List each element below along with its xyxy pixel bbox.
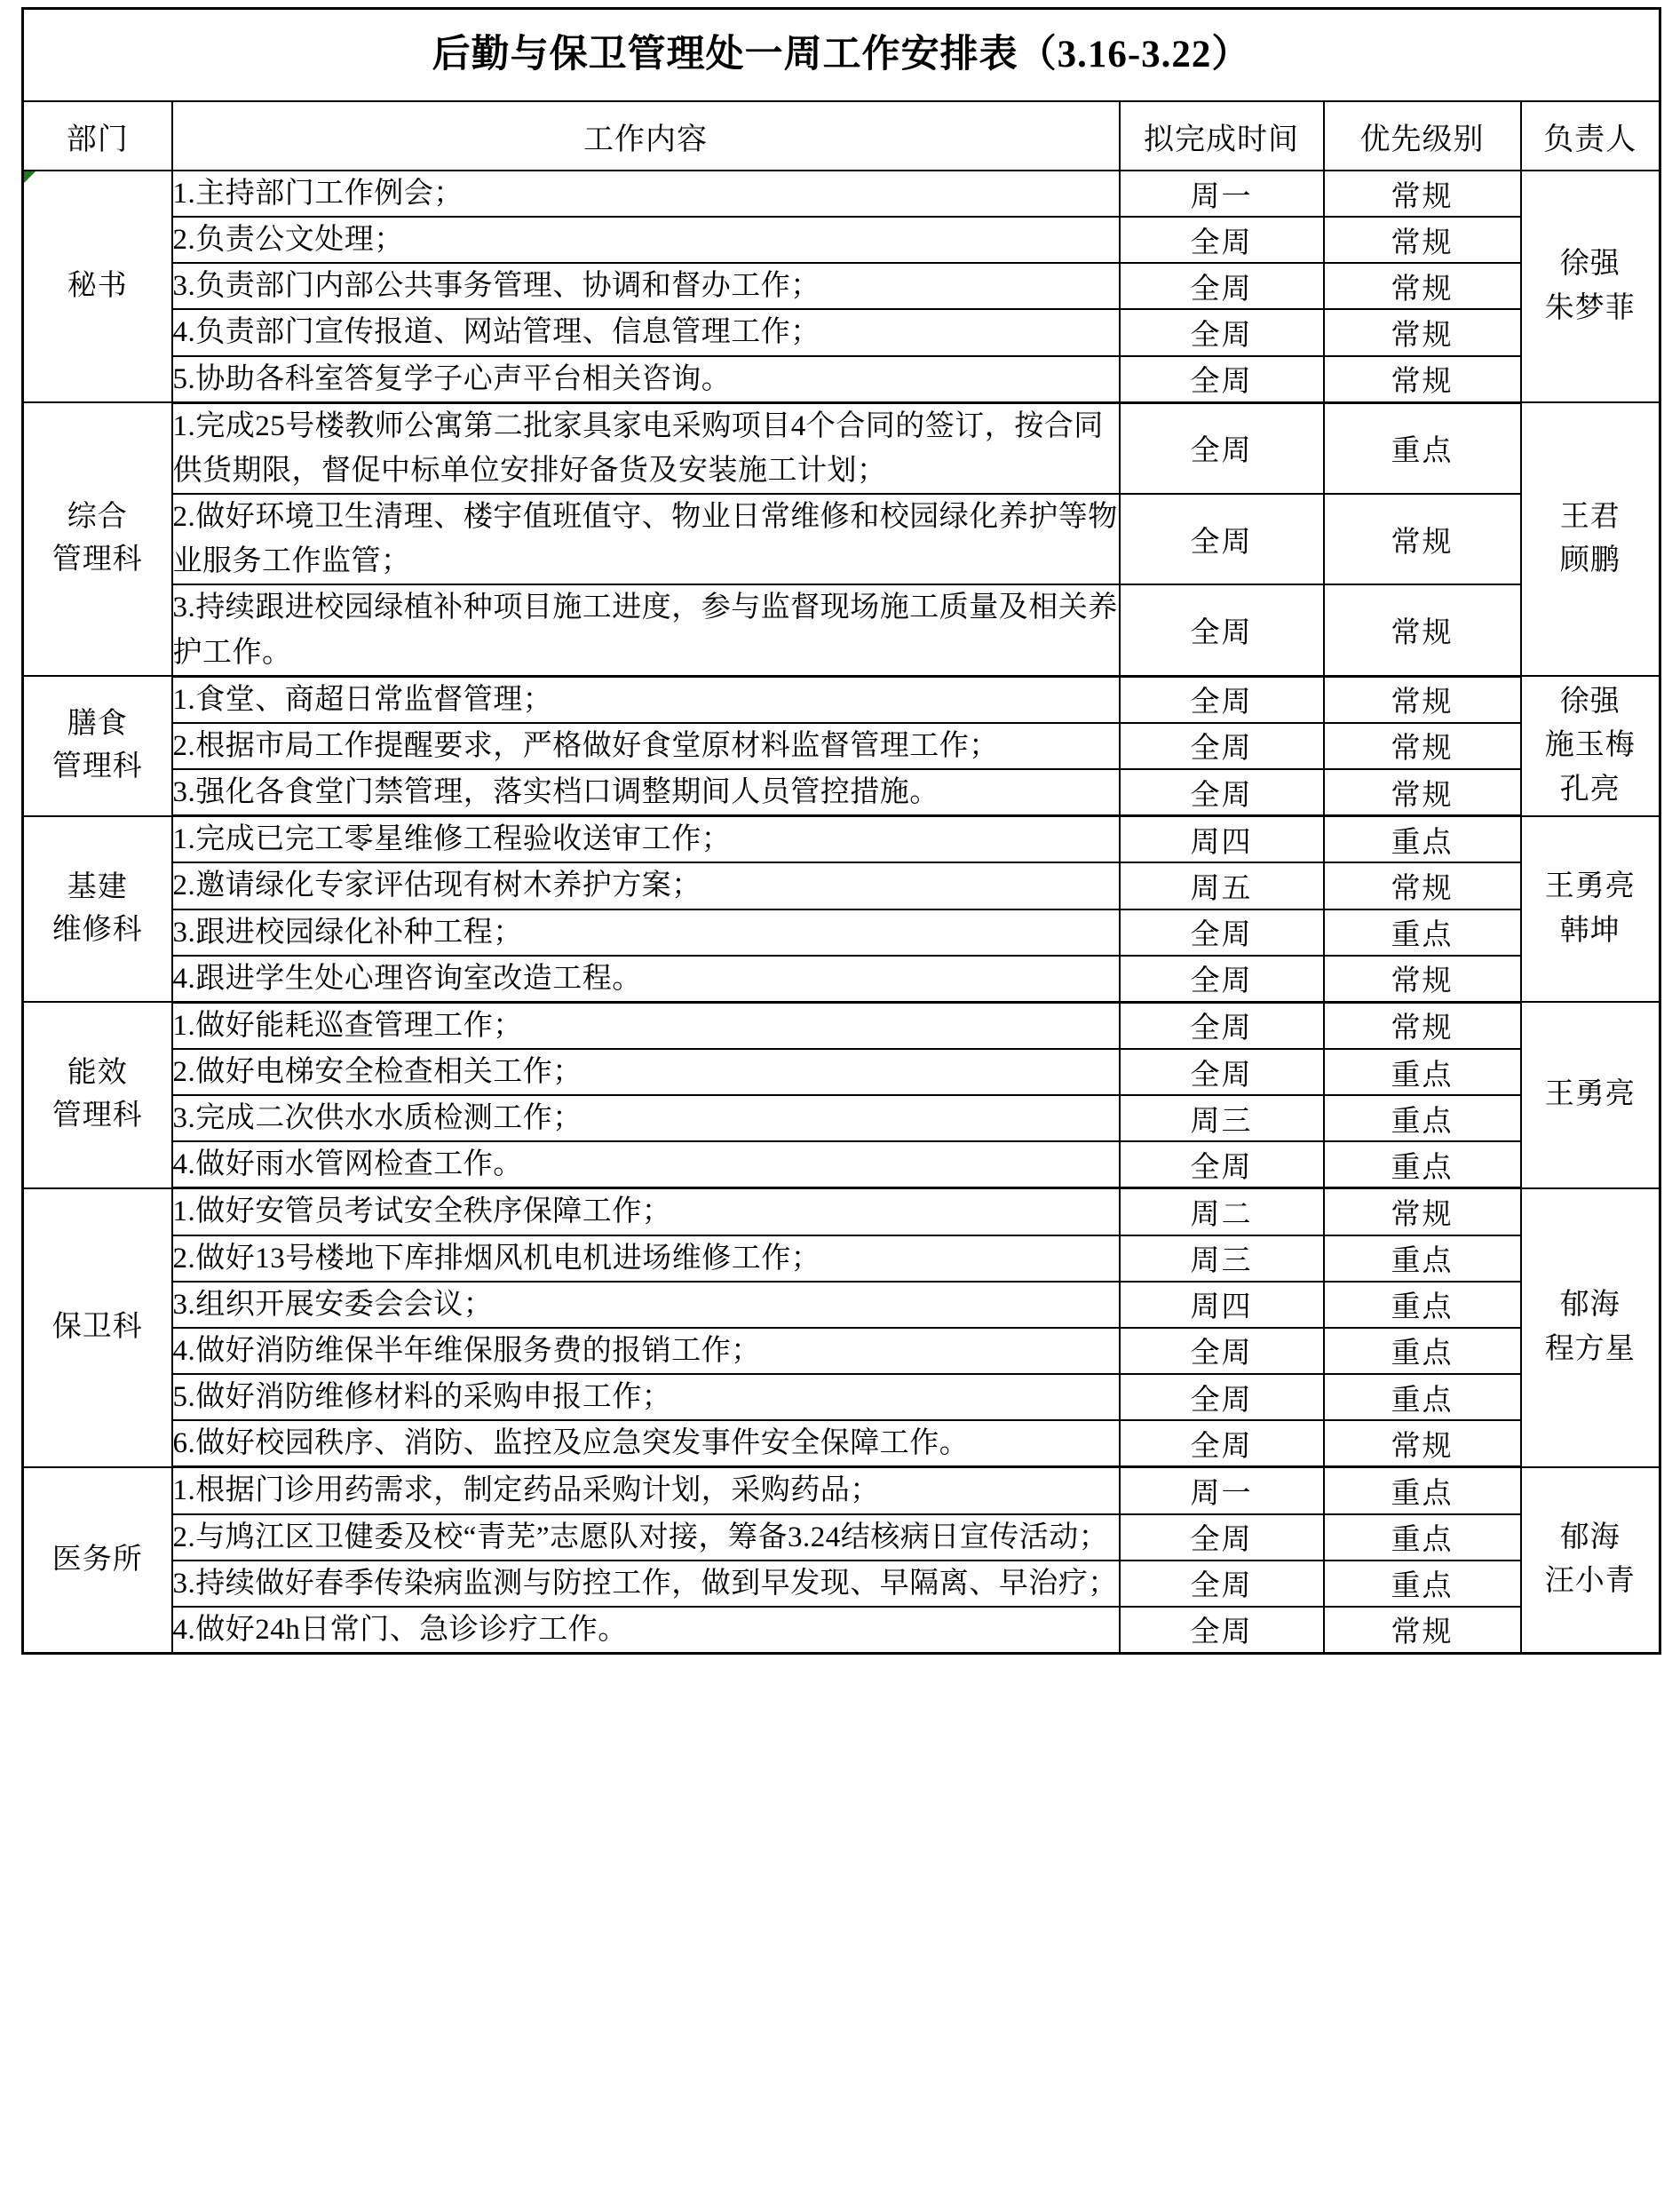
department-label-line: 保卫科 (52, 1310, 143, 1343)
task-content-cell: 1.做好能耗巡查管理工作； (172, 1002, 1120, 1049)
owner-name-line: 郁海 (1559, 1521, 1621, 1553)
task-content-cell: 3.跟进校园绿化补种工程； (172, 909, 1120, 956)
table-row (23, 263, 1660, 309)
priority-cell: 常规 (1324, 723, 1521, 769)
due-time-cell: 全周 (1120, 584, 1324, 676)
due-time-cell: 全周 (1120, 217, 1324, 263)
department-label-line: 管理科 (52, 750, 143, 782)
table-row (23, 1561, 1660, 1607)
owner-cell (1521, 1467, 1660, 1654)
due-time-cell: 全周 (1120, 1561, 1324, 1607)
priority-cell: 常规 (1324, 171, 1521, 217)
column-header-owner: 负责人 (1521, 101, 1660, 171)
due-time-cell: 全周 (1120, 263, 1324, 309)
task-content-cell: 2.做好环境卫生清理、楼宇值班值守、物业日常维修和校园绿化养护等物业服务工作监管； (172, 494, 1120, 584)
table-row (23, 1328, 1660, 1374)
table-row (23, 1235, 1660, 1282)
priority-cell: 重点 (1324, 1561, 1521, 1607)
owner-name-line: 徐强 (1559, 685, 1621, 718)
department-label-line: 秘书 (67, 269, 128, 302)
priority-cell: 重点 (1324, 909, 1521, 956)
priority-cell: 常规 (1324, 1188, 1521, 1235)
priority-cell: 重点 (1324, 1095, 1521, 1141)
department-cell (23, 1188, 172, 1467)
column-header-due-time: 拟完成时间 (1120, 101, 1324, 171)
owner-name-line: 韩坤 (1559, 914, 1621, 947)
task-content-cell: 1.完成25号楼教师公寓第二批家具家电采购项目4个合同的签订，按合同供货期限，督促中标单位安排好备货及安装施工计划； (172, 402, 1120, 494)
priority-cell: 常规 (1324, 956, 1521, 1003)
table-body (23, 9, 1660, 1654)
table-row (23, 1374, 1660, 1420)
column-header-priority: 优先级别 (1324, 101, 1521, 171)
header-row (23, 101, 1660, 171)
table-row (23, 816, 1660, 863)
due-time-cell: 周一 (1120, 171, 1324, 217)
priority-cell: 重点 (1324, 1235, 1521, 1282)
owner-name-line: 顾鹏 (1559, 544, 1621, 577)
due-time-cell: 全周 (1120, 494, 1324, 584)
table-row (23, 1607, 1660, 1654)
department-cell (23, 171, 172, 402)
task-content-cell: 4.做好24h日常门、急诊诊疗工作。 (172, 1607, 1120, 1654)
owner-name-line: 王君 (1559, 500, 1621, 533)
task-content-cell: 4.做好雨水管网检查工作。 (172, 1141, 1120, 1188)
owner-name-line: 孔亮 (1559, 773, 1621, 806)
owner-cell (1521, 816, 1660, 1003)
department-label-line: 膳食 (67, 708, 128, 741)
task-content-cell: 1.完成已完工零星维修工程验收送审工作； (172, 816, 1120, 863)
department-cell (23, 676, 172, 815)
due-time-cell: 全周 (1120, 723, 1324, 769)
task-content-cell: 1.主持部门工作例会； (172, 171, 1120, 217)
page-title: 后勤与保卫管理处一周工作安排表（3.16-3.22） (432, 34, 1251, 76)
task-content-cell: 2.邀请绿化专家评估现有树木养护方案； (172, 862, 1120, 909)
task-content-cell: 3.完成二次供水水质检测工作； (172, 1095, 1120, 1141)
owner-name-line: 汪小青 (1544, 1565, 1636, 1598)
table-row (23, 402, 1660, 494)
priority-cell: 重点 (1324, 1049, 1521, 1095)
priority-cell: 常规 (1324, 1607, 1521, 1654)
department-cell (23, 1002, 172, 1188)
priority-cell: 常规 (1324, 1002, 1521, 1049)
owner-name-line: 徐强 (1559, 248, 1621, 281)
due-time-cell: 全周 (1120, 1328, 1324, 1374)
task-content-cell: 3.组织开展安委会会议； (172, 1282, 1120, 1328)
table-row (23, 1188, 1660, 1235)
task-content-cell: 3.负责部门内部公共事务管理、协调和督办工作； (172, 263, 1120, 309)
task-content-cell: 4.跟进学生处心理咨询室改造工程。 (172, 956, 1120, 1003)
task-content-cell: 6.做好校园秩序、消防、监控及应急突发事件安全保障工作。 (172, 1420, 1120, 1467)
priority-cell: 常规 (1324, 769, 1521, 816)
owner-name-line: 王勇亮 (1544, 1078, 1636, 1111)
department-label-line: 医务所 (52, 1543, 143, 1576)
owner-name-line: 郁海 (1559, 1289, 1621, 1322)
table-row (23, 769, 1660, 816)
priority-cell: 常规 (1324, 263, 1521, 309)
due-time-cell: 周四 (1120, 1282, 1324, 1328)
table-row (23, 584, 1660, 676)
table-row (23, 1141, 1660, 1188)
task-content-cell: 4.负责部门宣传报道、网站管理、信息管理工作； (172, 309, 1120, 355)
table-row (23, 676, 1660, 723)
table-row (23, 909, 1660, 956)
priority-cell: 重点 (1324, 1467, 1521, 1514)
owner-cell (1521, 402, 1660, 676)
task-content-cell: 2.负责公文处理； (172, 217, 1120, 263)
priority-cell: 重点 (1324, 1141, 1521, 1188)
owner-name-line: 朱梦菲 (1544, 291, 1636, 324)
priority-cell: 重点 (1324, 1374, 1521, 1420)
due-time-cell: 周一 (1120, 1467, 1324, 1514)
task-content-cell: 3.持续做好春季传染病监测与防控工作，做到早发现、早隔离、早治疗； (172, 1561, 1120, 1607)
task-content-cell: 2.做好13号楼地下库排烟风机电机进场维修工作； (172, 1235, 1120, 1282)
due-time-cell: 全周 (1120, 1607, 1324, 1654)
column-header-content: 工作内容 (172, 101, 1120, 171)
priority-cell: 常规 (1324, 217, 1521, 263)
table-row (23, 1095, 1660, 1141)
due-time-cell: 全周 (1120, 402, 1324, 494)
task-content-cell: 2.与鸠江区卫健委及校“青芜”志愿队对接，筹备3.24结核病日宣传活动； (172, 1514, 1120, 1561)
comment-marker-icon (24, 171, 36, 183)
priority-cell: 常规 (1324, 676, 1521, 723)
department-label-line: 管理科 (52, 1100, 143, 1132)
due-time-cell: 全周 (1120, 1049, 1324, 1095)
department-label-line: 能效 (67, 1057, 128, 1090)
priority-cell: 重点 (1324, 1328, 1521, 1374)
task-content-cell: 2.根据市局工作提醒要求，严格做好食堂原材料监督管理工作； (172, 723, 1120, 769)
department-label-line: 维修科 (52, 913, 143, 946)
table-row (23, 171, 1660, 217)
title-row (23, 9, 1660, 102)
owner-cell (1521, 1188, 1660, 1467)
table-row (23, 309, 1660, 355)
task-content-cell: 5.协助各科室答复学子心声平台相关咨询。 (172, 356, 1120, 403)
due-time-cell: 周三 (1120, 1095, 1324, 1141)
table-row (23, 1514, 1660, 1561)
owner-name-line: 施玉梅 (1544, 729, 1636, 762)
due-time-cell: 全周 (1120, 1002, 1324, 1049)
column-header-department: 部门 (23, 101, 172, 171)
table-row (23, 862, 1660, 909)
priority-cell: 常规 (1324, 356, 1521, 403)
priority-cell: 常规 (1324, 494, 1521, 584)
due-time-cell: 全周 (1120, 1141, 1324, 1188)
due-time-cell: 周四 (1120, 816, 1324, 863)
due-time-cell: 全周 (1120, 956, 1324, 1003)
due-time-cell: 周二 (1120, 1188, 1324, 1235)
weekly-schedule-table (21, 7, 1661, 1655)
table-row (23, 723, 1660, 769)
priority-cell: 常规 (1324, 584, 1521, 676)
due-time-cell: 全周 (1120, 356, 1324, 403)
department-cell (23, 1467, 172, 1654)
priority-cell: 重点 (1324, 1282, 1521, 1328)
task-content-cell: 1.做好安管员考试安全秩序保障工作； (172, 1188, 1120, 1235)
task-content-cell: 1.根据门诊用药需求，制定药品采购计划，采购药品； (172, 1467, 1120, 1514)
table-row (23, 1282, 1660, 1328)
due-time-cell: 周三 (1120, 1235, 1324, 1282)
priority-cell: 重点 (1324, 816, 1521, 863)
due-time-cell: 全周 (1120, 1514, 1324, 1561)
task-content-cell: 3.强化各食堂门禁管理，落实档口调整期间人员管控措施。 (172, 769, 1120, 816)
owner-cell (1521, 1002, 1660, 1188)
table-row (23, 1467, 1660, 1514)
task-content-cell: 3.持续跟进校园绿植补种项目施工进度，参与监督现场施工质量及相关养护工作。 (172, 584, 1120, 676)
owner-cell (1521, 171, 1660, 402)
due-time-cell: 全周 (1120, 909, 1324, 956)
table-row (23, 956, 1660, 1003)
owner-name-line: 王勇亮 (1544, 870, 1636, 902)
task-content-cell: 2.做好电梯安全检查相关工作； (172, 1049, 1120, 1095)
due-time-cell: 全周 (1120, 1420, 1324, 1467)
priority-cell: 常规 (1324, 1420, 1521, 1467)
table-row (23, 494, 1660, 584)
table-row (23, 1002, 1660, 1049)
due-time-cell: 全周 (1120, 309, 1324, 355)
task-content-cell: 1.食堂、商超日常监督管理； (172, 676, 1120, 723)
due-time-cell: 全周 (1120, 1374, 1324, 1420)
page-title-cell (23, 9, 1660, 102)
priority-cell: 重点 (1324, 1514, 1521, 1561)
department-cell (23, 402, 172, 676)
table-row (23, 1420, 1660, 1467)
department-label-line: 基建 (67, 870, 128, 903)
department-cell (23, 816, 172, 1003)
due-time-cell: 周五 (1120, 862, 1324, 909)
priority-cell: 常规 (1324, 862, 1521, 909)
task-content-cell: 4.做好消防维保半年维保服务费的报销工作； (172, 1328, 1120, 1374)
task-content-cell: 5.做好消防维修材料的采购申报工作； (172, 1374, 1120, 1420)
due-time-cell: 全周 (1120, 769, 1324, 816)
priority-cell: 常规 (1324, 309, 1521, 355)
table-row (23, 356, 1660, 403)
due-time-cell: 全周 (1120, 676, 1324, 723)
department-label-line: 综合 (67, 501, 128, 534)
owner-name-line: 程方星 (1544, 1332, 1636, 1365)
owner-cell (1521, 676, 1660, 815)
priority-cell: 重点 (1324, 402, 1521, 494)
department-label-line: 管理科 (52, 544, 143, 576)
table-row (23, 1049, 1660, 1095)
table-row (23, 217, 1660, 263)
